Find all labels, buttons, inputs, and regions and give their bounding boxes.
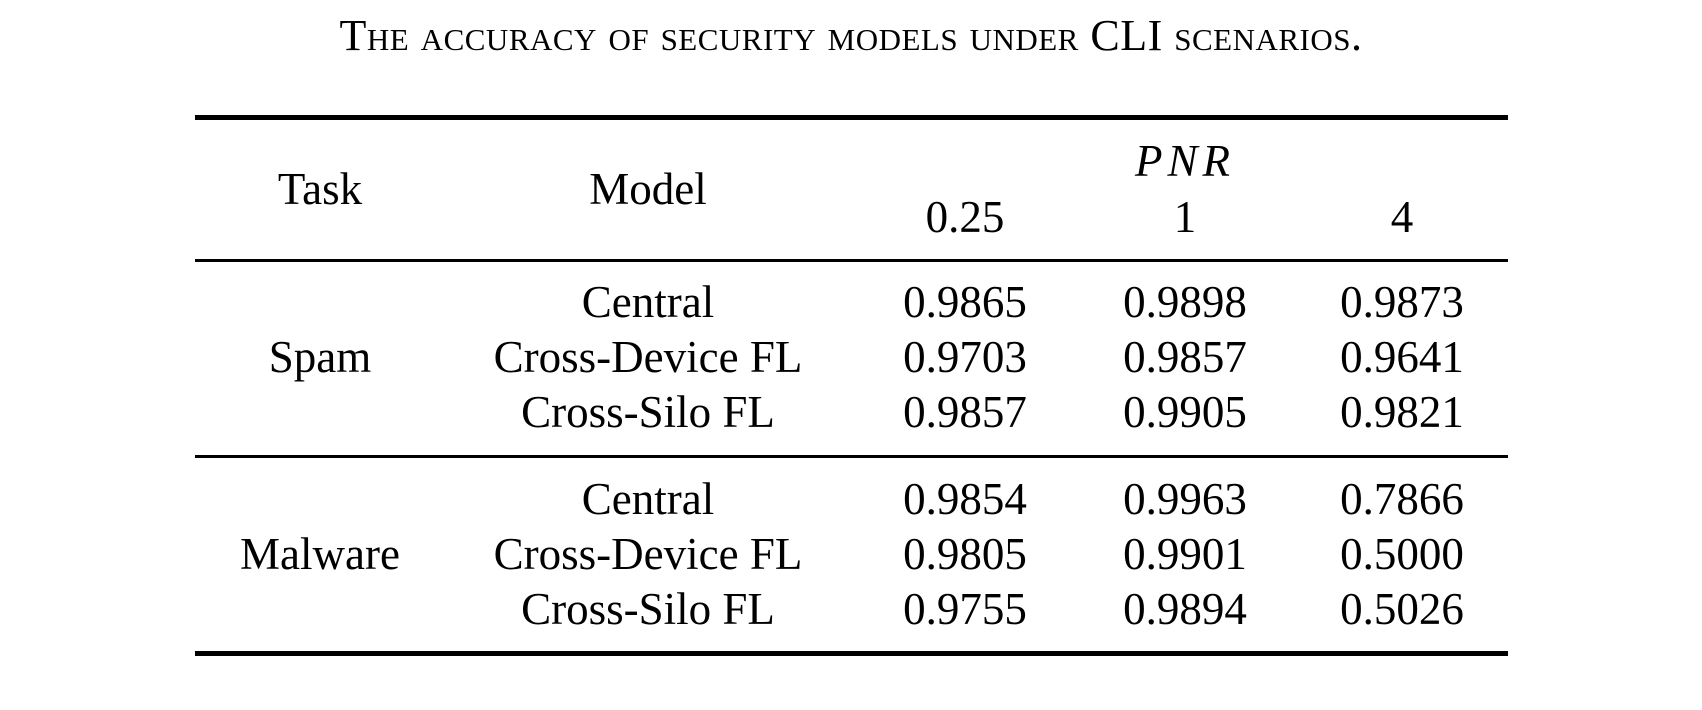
value-cell: 0.9901	[1123, 529, 1247, 579]
header-task: Task	[277, 164, 363, 214]
value-cell: 0.9821	[1340, 387, 1464, 437]
value-cell: 0.9865	[903, 277, 1027, 327]
model-cell: Central	[581, 474, 715, 524]
task-cell: Spam	[268, 332, 372, 382]
top-rule	[195, 115, 1508, 120]
task-cell: Malware	[240, 529, 400, 579]
value-cell: 0.9963	[1123, 474, 1247, 524]
model-cell: Cross-Device FL	[493, 529, 803, 579]
value-cell: 0.9641	[1340, 332, 1464, 382]
header-rule	[195, 259, 1508, 262]
value-cell: 0.5000	[1340, 529, 1464, 579]
header-pnr-0.25: 0.25	[925, 192, 1005, 242]
model-cell: Central	[581, 277, 715, 327]
value-cell: 0.5026	[1340, 584, 1464, 634]
header-pnr-1: 1	[1173, 192, 1197, 242]
value-cell: 0.9894	[1123, 584, 1247, 634]
model-cell: Cross-Device FL	[493, 332, 803, 382]
value-cell: 0.9857	[1123, 332, 1247, 382]
value-cell: 0.9805	[903, 529, 1027, 579]
table-caption: The accuracy of security models under CLI scenarios.	[339, 11, 1363, 60]
header-pnr: PNR	[1135, 136, 1235, 186]
value-cell: 0.9873	[1340, 277, 1464, 327]
value-cell: 0.9905	[1123, 387, 1247, 437]
group-rule	[195, 455, 1508, 458]
model-cell: Cross-Silo FL	[521, 387, 775, 437]
value-cell: 0.9857	[903, 387, 1027, 437]
value-cell: 0.9898	[1123, 277, 1247, 327]
value-cell: 0.9703	[903, 332, 1027, 382]
value-cell: 0.9854	[903, 474, 1027, 524]
value-cell: 0.7866	[1340, 474, 1464, 524]
bottom-rule	[195, 651, 1508, 656]
value-cell: 0.9755	[903, 584, 1027, 634]
header-pnr-4: 4	[1390, 192, 1414, 242]
header-model: Model	[589, 164, 707, 214]
model-cell: Cross-Silo FL	[521, 584, 775, 634]
